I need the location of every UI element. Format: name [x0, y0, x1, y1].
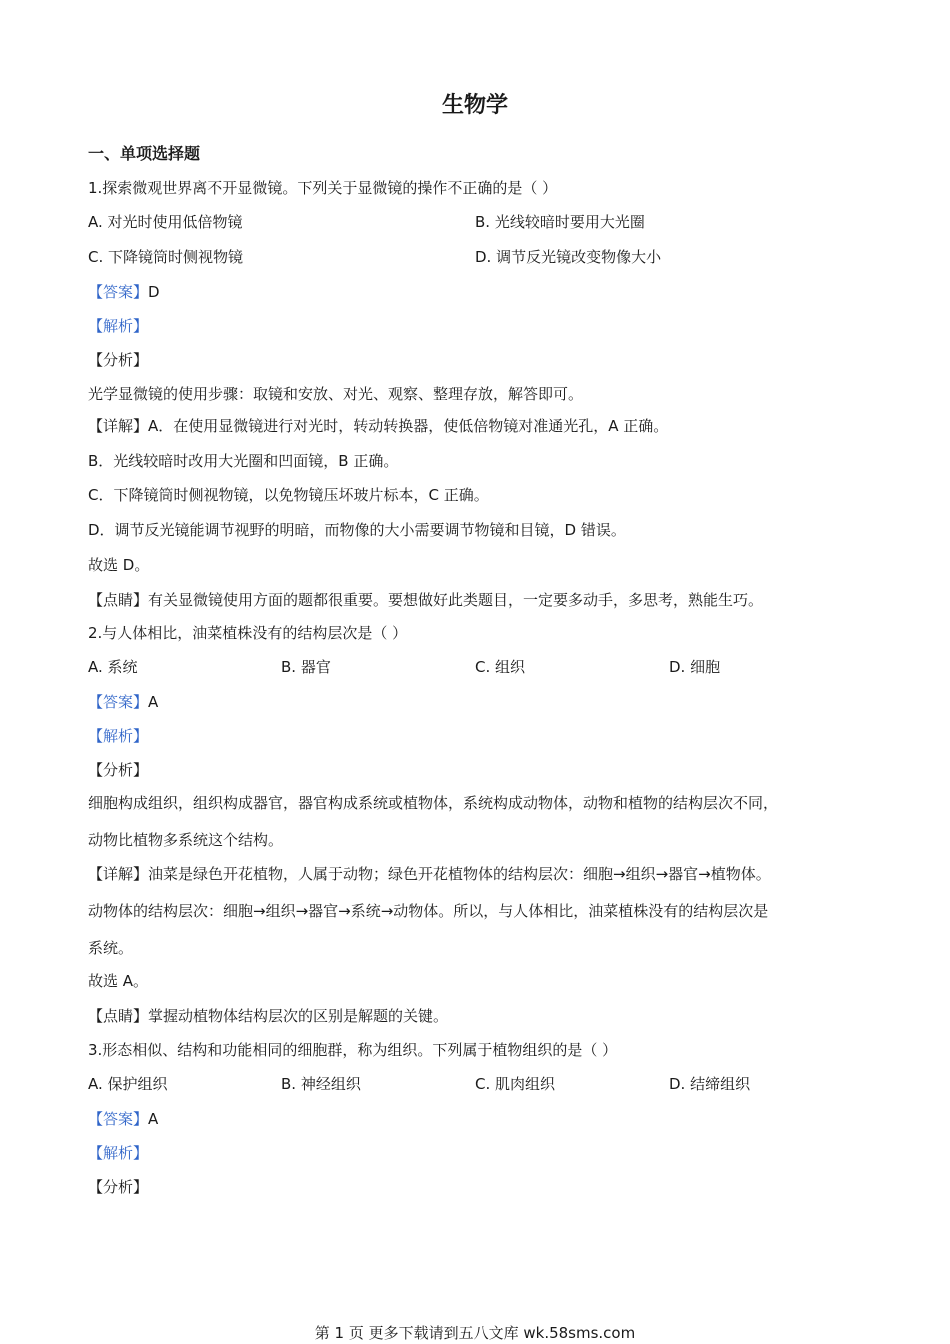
q2-detail: [88, 864, 771, 884]
q1-option-a: A. 对光时使用低倍物镜: [88, 213, 243, 231]
q2-tip: [88, 1006, 448, 1026]
q3-option-a: A. 保护组织: [88, 1075, 168, 1093]
q3-answer: [88, 1109, 158, 1129]
q2-analysis-tag: 【解析】: [88, 727, 149, 745]
q2-answer: [88, 692, 158, 712]
q1-detail: [88, 416, 668, 436]
q1-detail-b: B．光线较暗时改用大光圈和凹面镜，B 正确。: [88, 452, 399, 470]
detail-tag: 【详解】: [88, 417, 149, 435]
q1-fenxi-text: 光学显微镜的使用步骤：取镜和安放、对光、观察、整理存放，解答即可。: [88, 385, 584, 403]
q1-stem: 1.探索微观世界离不开显微镜。下列关于显微镜的操作不正确的是（ ）: [88, 179, 558, 197]
q3-option-b: B. 神经组织: [281, 1075, 361, 1093]
q2-stem: 2.与人体相比，油菜植株没有的结构层次是（ ）: [88, 624, 408, 642]
q1-choose: 故选 D。: [88, 556, 150, 574]
q2-option-b: B. 器官: [281, 658, 331, 676]
q1-analysis-tag: 【解析】: [88, 317, 149, 335]
detail-text: A．在使用显微镜进行对光时，转动转换器，使低倍物镜对准通光孔，A 正确。: [148, 417, 669, 435]
q3-option-d: D. 结缔组织: [669, 1075, 751, 1093]
tip-tag: 【点睛】: [88, 1007, 149, 1025]
q2-option-c: C. 组织: [475, 658, 526, 676]
q3-option-c: C. 肌肉组织: [475, 1075, 556, 1093]
page-footer: 第 1 页 更多下载请到五八文库 wk.58sms.com: [314, 1324, 636, 1342]
tip-text: 掌握动植物体结构层次的区别是解题的关键。: [148, 1007, 449, 1025]
tip-tag: 【点睛】: [88, 591, 149, 609]
q3-stem: 3.形态相似、结构和功能相同的细胞群，称为组织。下列属于植物组织的是（ ）: [88, 1041, 618, 1059]
q1-option-b: B. 光线较暗时要用大光圈: [475, 213, 645, 231]
q1-fenxi-tag: 【分析】: [88, 351, 149, 369]
q1-answer: [88, 282, 160, 302]
answer-tag: 【答案】: [88, 1110, 149, 1128]
q2-option-d: D. 细胞: [669, 658, 721, 676]
tip-text: 有关显微镜使用方面的题都很重要。要想做好此类题目，一定要多动手，多思考，熟能生巧。: [148, 591, 764, 609]
answer-value: D: [148, 283, 160, 301]
answer-tag: 【答案】: [88, 283, 149, 301]
answer-tag: 【答案】: [88, 693, 149, 711]
q2-fenxi-line2: 动物比植物多系统这个结构。: [88, 831, 284, 849]
section-heading: 一、单项选择题: [88, 144, 201, 163]
answer-value: A: [148, 693, 159, 711]
answer-value: A: [148, 1110, 159, 1128]
q2-detail-line2: 动物体的结构层次：细胞→组织→器官→系统→动物体。所以，与人体相比，油菜植株没有的结构层次是: [88, 902, 769, 920]
q1-option-d: D. 调节反光镜改变物像大小: [475, 248, 662, 266]
q3-fenxi-tag: 【分析】: [88, 1178, 149, 1196]
q1-detail-d: D．调节反光镜能调节视野的明暗，而物像的大小需要调节物镜和目镜，D 错误。: [88, 521, 626, 539]
q1-tip: [88, 590, 763, 610]
q1-option-c: C. 下降镜筒时侧视物镜: [88, 248, 244, 266]
q2-detail-line3: 系统。: [88, 939, 134, 957]
q2-fenxi-line1: 细胞构成组织，组织构成器官，器官构成系统或植物体，系统构成动物体，动物和植物的结构层次不同，: [88, 794, 779, 812]
detail-text: 油菜是绿色开花植物，人属于动物；绿色开花植物体的结构层次：细胞→组织→器官→植物体。: [148, 865, 771, 883]
q3-analysis-tag: 【解析】: [88, 1144, 149, 1162]
q2-fenxi-tag: 【分析】: [88, 761, 149, 779]
q2-option-a: A. 系统: [88, 658, 138, 676]
page-title: 生物学: [441, 93, 508, 118]
detail-tag: 【详解】: [88, 865, 149, 883]
q1-detail-c: C．下降镜筒时侧视物镜，以免物镜压坏玻片标本，C 正确。: [88, 486, 489, 504]
q2-choose: 故选 A。: [88, 972, 149, 990]
